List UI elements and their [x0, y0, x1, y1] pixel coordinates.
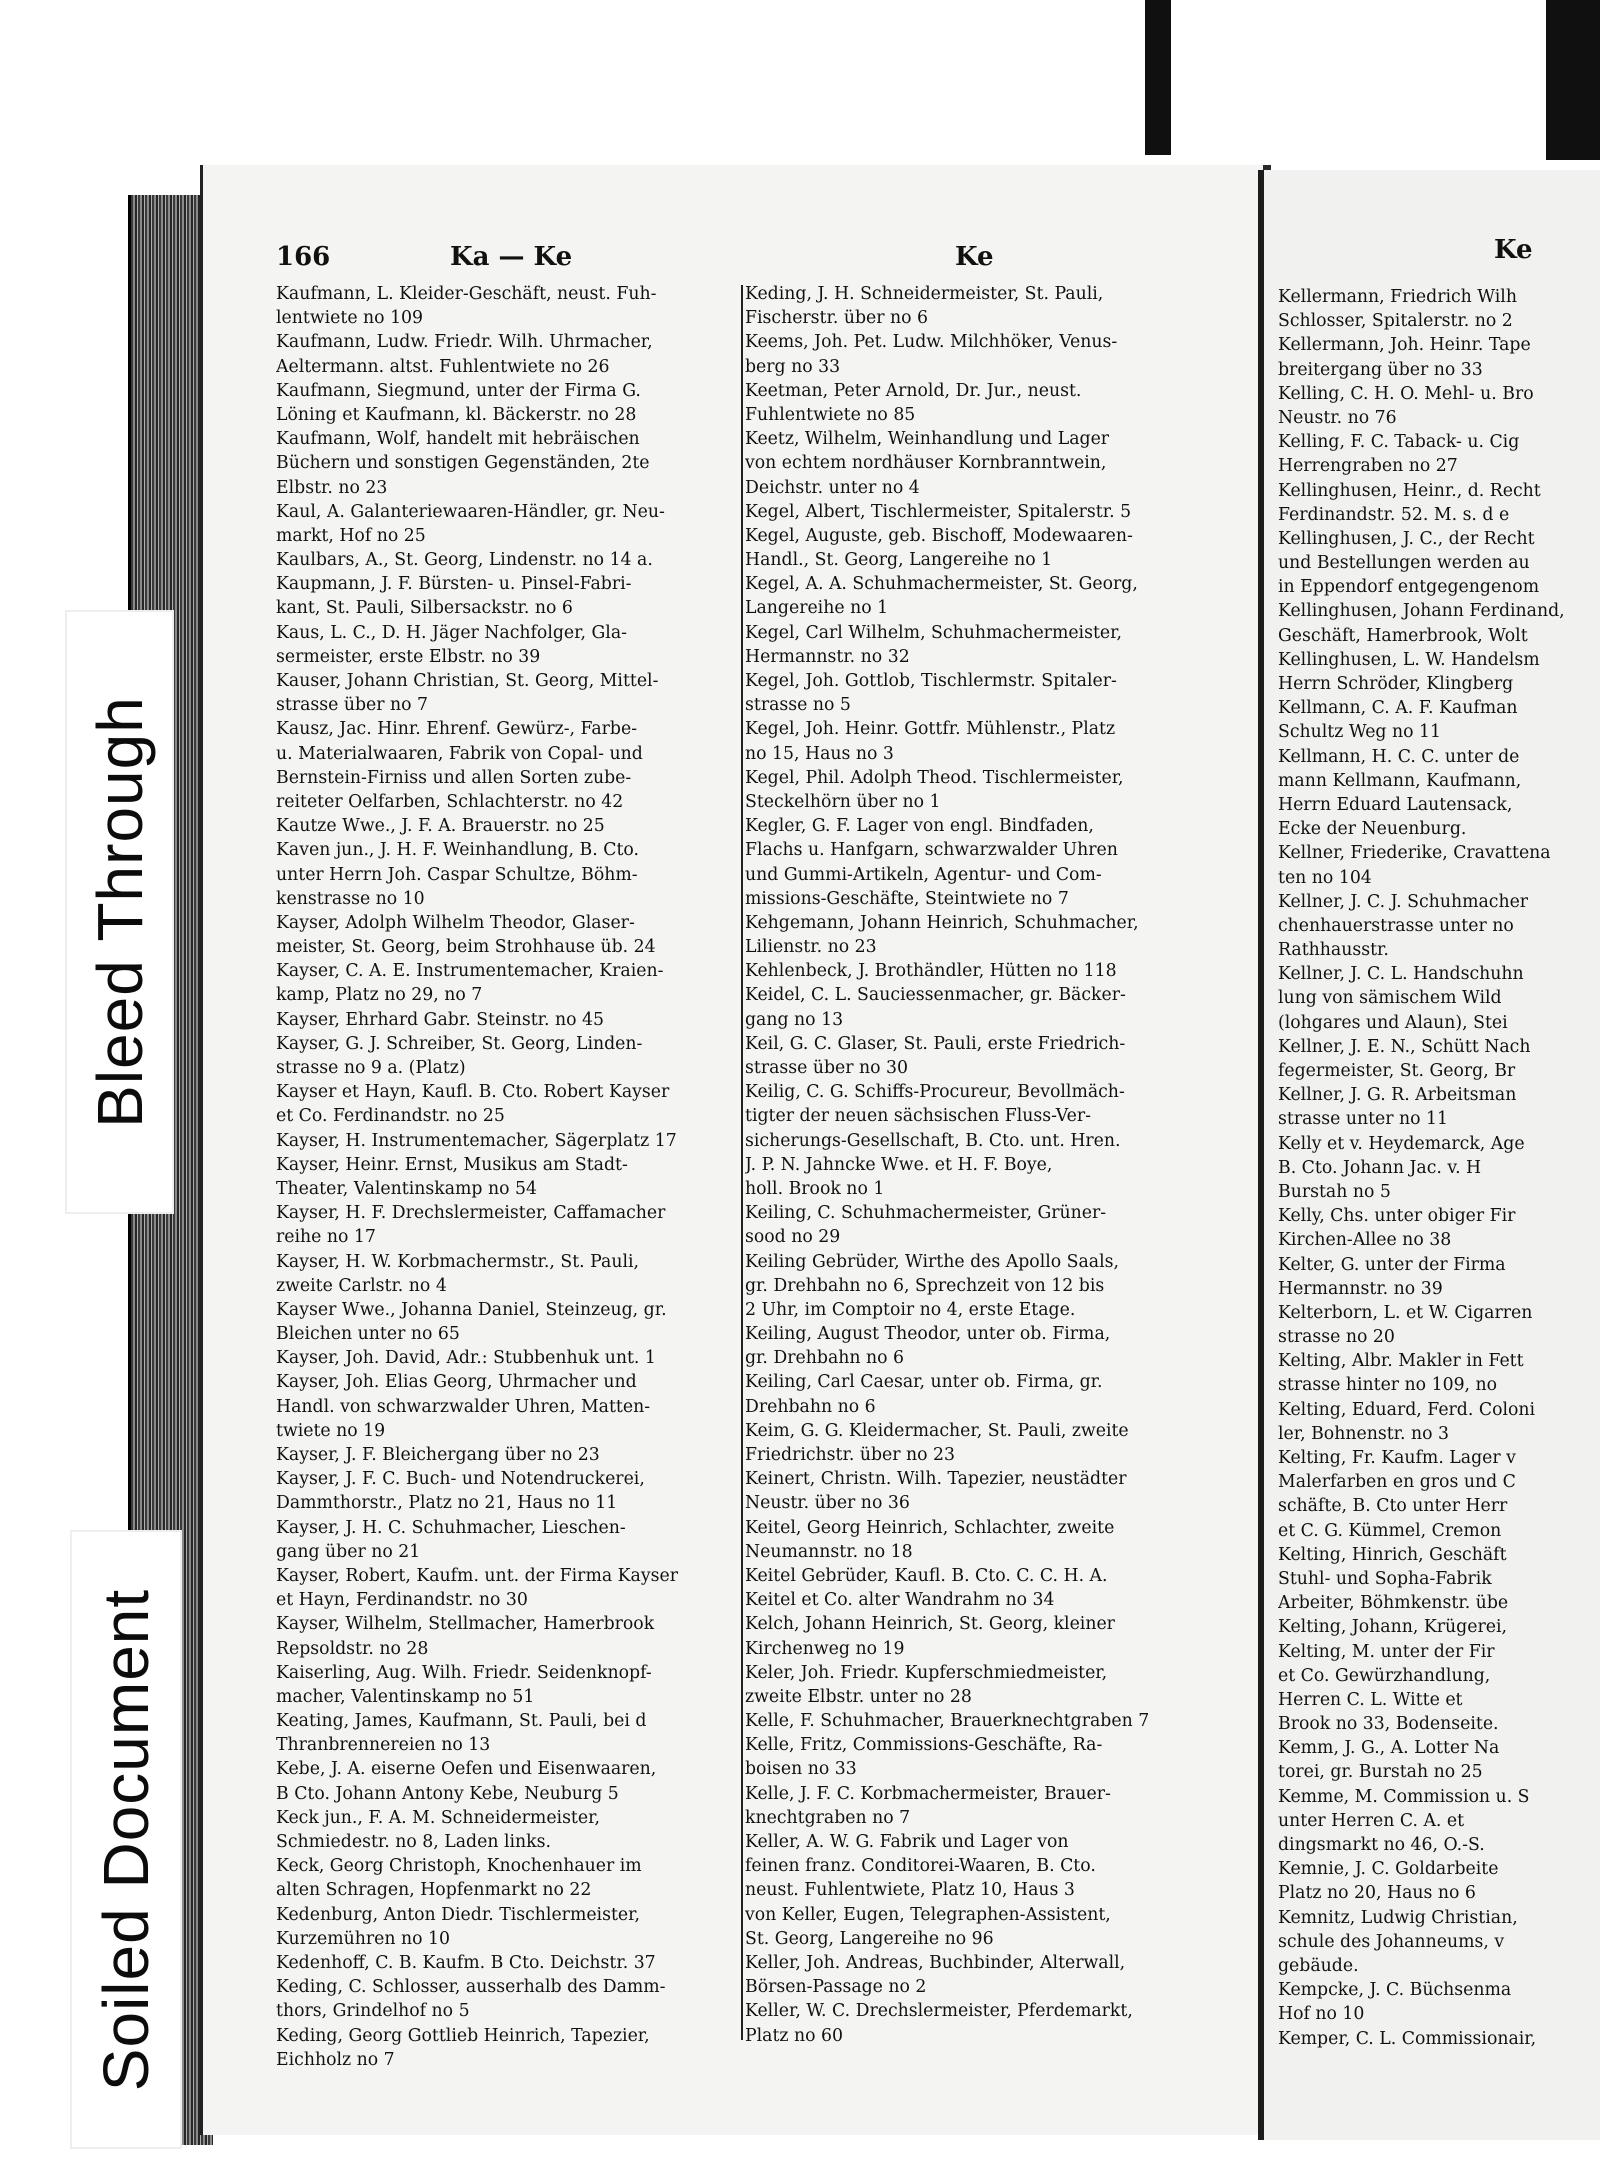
right-page-column	[1278, 285, 1600, 2051]
entry-line: Kaufmann, L. Kleider-Geschäft, neust. Fuh-	[276, 284, 657, 304]
entry-line: Kegler, G. F. Lager von engl. Bindfaden,	[745, 816, 1094, 837]
entry-line: et Hayn, Ferdinandstr. no 30	[276, 1590, 528, 1611]
entry-line: Burstah no 5	[1278, 1181, 1391, 1202]
entry-line: Kedenburg, Anton Diedr. Tischlermeister,	[276, 1904, 640, 1925]
entry-line: Neustr. no 76	[1278, 407, 1397, 428]
entry-line: Bleichen unter no 65	[276, 1324, 460, 1345]
entry-line: Kayser, Wilhelm, Stellmacher, Hamerbrook	[276, 1614, 655, 1635]
entry-line: thors, Grindelhof no 5	[276, 2001, 470, 2022]
entry-line: Kellermann, Friedrich Wilh	[1278, 287, 1517, 307]
label-soiled-text: Soiled Document	[90, 1588, 162, 2091]
entry-line: B. Cto. Johann Jac. v. H	[1278, 1157, 1482, 1178]
entry-line: Keller, A. W. G. Fabrik und Lager von	[745, 1832, 1069, 1852]
label-bleed-text: Bleed Through	[83, 696, 156, 1128]
entry-line: lung von sämischem Wild	[1278, 988, 1502, 1009]
entry-line: Kellner, J. E. N., Schütt Nach	[1278, 1036, 1531, 1057]
entry-line: Kayser, Ehrhard Gabr. Steinstr. no 45	[276, 1009, 605, 1030]
entry-line: boisen no 33	[745, 1759, 857, 1780]
entry-line: et Co. Gewürzhandlung,	[1278, 1665, 1491, 1686]
entry-line: Keetz, Wilhelm, Weinhandlung und Lager	[745, 429, 1110, 450]
entry-line: Büchern und sonstigen Gegenständen, 2te	[276, 453, 650, 474]
entry-line: tigter der neuen sächsischen Fluss-Ver-	[745, 1106, 1091, 1127]
entry-line: gang no 13	[745, 1009, 844, 1030]
entry-line: Steckelhörn über no 1	[745, 791, 941, 812]
entry-line: Keil, G. C. Glaser, St. Pauli, erste Friedrich-	[745, 1033, 1126, 1054]
entry-line: Platz no 20, Haus no 6	[1278, 1883, 1476, 1904]
entry-line: Kaufmann, Ludw. Friedr. Wilh. Uhrmacher,	[276, 332, 653, 353]
entry-line: Ferdinandstr. 52. M. s. d e	[1278, 504, 1510, 525]
entry-line: berg no 33	[745, 356, 841, 377]
entry-line: strasse hinter no 109, no	[1278, 1375, 1498, 1396]
entry-line: Kellinghusen, Johann Ferdinand,	[1278, 601, 1565, 622]
entry-line: Kelting, Johann, Krügerei,	[1278, 1617, 1507, 1638]
right-page	[1258, 170, 1600, 2140]
entry-line: strasse über no 7	[276, 695, 429, 716]
entry-line: Kelling, C. H. O. Mehl- u. Bro	[1278, 383, 1534, 404]
entry-line: kant, St. Pauli, Silbersackstr. no 6	[276, 598, 573, 619]
entry-line: Keitel, Georg Heinrich, Schlachter, zweite	[745, 1517, 1115, 1538]
entry-line: Kaulbars, A., St. Georg, Lindenstr. no 14 a.	[276, 550, 653, 571]
entry-line: Kellinghusen, J. C., der Recht	[1278, 528, 1535, 549]
entry-line: Kayser, Joh. David, Adr.: Stubbenhuk unt. 1	[276, 1348, 656, 1369]
entry-line: Schultz Weg no 11	[1278, 722, 1441, 743]
entry-line: Kaven jun., J. H. F. Weinhandlung, B. Cto.	[276, 840, 639, 861]
entry-line: Kelling, F. C. Taback- u. Cig	[1278, 432, 1520, 453]
entry-line: Kelting, Albr. Makler in Fett	[1278, 1351, 1524, 1372]
entry-line: mann Kellmann, Kaufmann,	[1278, 770, 1522, 791]
entry-line: Keller, Joh. Andreas, Buchbinder, Alterwall,	[745, 1952, 1126, 1973]
entry-line: Keller, W. C. Drechslermeister, Pferdemarkt,	[745, 2001, 1133, 2022]
entry-line: Börsen-Passage no 2	[745, 1977, 927, 1998]
entry-line: Kayser, J. H. C. Schuhmacher, Lieschen-	[276, 1517, 626, 1538]
entry-line: Aeltermann. altst. Fuhlentwiete no 26	[276, 356, 610, 377]
entry-line: Kellner, J. C. J. Schuhmacher	[1278, 891, 1529, 912]
label-bleed-through	[65, 610, 174, 1214]
entry-line: Kaufmann, Wolf, handelt mit hebräischen	[276, 429, 640, 450]
entry-line: Kayser et Hayn, Kaufl. B. Cto. Robert Kayser	[276, 1082, 670, 1103]
entry-line: Kegel, Albert, Tischlermeister, Spitalerstr. 5	[745, 501, 1132, 522]
entry-line: Kayser, H. W. Korbmachermstr., St. Pauli,	[276, 1251, 640, 1272]
entry-line: Kegel, Joh. Heinr. Gottfr. Mühlenstr., Platz	[745, 719, 1116, 740]
entry-line: Kelle, Fritz, Commissions-Geschäfte, Ra-	[745, 1735, 1103, 1756]
page-number: 166	[276, 242, 331, 272]
entry-line: (lohgares und Alaun), Stei	[1278, 1012, 1508, 1033]
entry-line: Keding, J. H. Schneidermeister, St. Pauli,	[745, 284, 1104, 304]
entry-line: reiteter Oelfarben, Schlachterstr. no 42	[276, 791, 624, 812]
entry-line: Schlosser, Spitalerstr. no 2	[1278, 311, 1513, 332]
entry-line: Kayser, J. F. C. Buch- und Notendruckerei,	[276, 1469, 645, 1490]
entry-line: Kellner, Friederike, Cravattena	[1278, 843, 1551, 864]
entry-line: Kemnie, J. C. Goldarbeite	[1278, 1859, 1499, 1880]
entry-line: Kempcke, J. C. Büchsenma	[1278, 1980, 1512, 2001]
entry-line: sermeister, erste Elbstr. no 39	[276, 646, 541, 667]
entry-line: Kirchen-Allee no 38	[1278, 1230, 1452, 1251]
entry-line: Kellner, J. G. R. Arbeitsman	[1278, 1085, 1517, 1106]
entry-line: Hermannstr. no 39	[1278, 1278, 1443, 1299]
entry-line: Kedenhoff, C. B. Kaufm. B Cto. Deichstr. 37	[276, 1952, 656, 1973]
entry-line: Kelly et v. Heydemarck, Age	[1278, 1133, 1525, 1154]
entry-line: 2 Uhr, im Comptoir no 4, erste Etage.	[745, 1299, 1076, 1320]
entry-line: Kayser, Heinr. Ernst, Musikus am Stadt-	[276, 1154, 628, 1175]
entry-line: Kirchenweg no 19	[745, 1638, 905, 1659]
entry-line: chenhauerstrasse unter no	[1278, 915, 1514, 936]
entry-line: unter Herren C. A. et	[1278, 1810, 1465, 1831]
entry-line: Kelle, F. Schuhmacher, Brauerknechtgraben 7	[745, 1711, 1150, 1732]
entry-line: gang über no 21	[276, 1541, 421, 1562]
entry-line: gr. Drehbahn no 6, Sprechzeit von 12 bis	[745, 1275, 1105, 1296]
entry-line: meister, St. Georg, beim Strohhause üb. 24	[276, 937, 656, 958]
entry-line: Kelting, M. unter der Fir	[1278, 1641, 1495, 1662]
entry-line: Dammthorstr., Platz no 21, Haus no 11	[276, 1493, 618, 1514]
entry-line: Keler, Joh. Friedr. Kupferschmiedmeister,	[745, 1662, 1108, 1683]
entry-line: torei, gr. Burstah no 25	[1278, 1762, 1483, 1783]
entry-line: Hof no 10	[1278, 2004, 1365, 2025]
entry-line: Kayser, C. A. E. Instrumentemacher, Kraien-	[276, 961, 664, 982]
entry-line: Rathhausstr.	[1278, 940, 1389, 961]
label-soiled-document	[70, 1530, 182, 2149]
entry-line: fegermeister, St. Georg, Br	[1278, 1061, 1516, 1081]
entry-line: knechtgraben no 7	[745, 1807, 911, 1828]
entry-line: Theater, Valentinskamp no 54	[276, 1178, 537, 1199]
entry-line: und Gummi-Artikeln, Agentur- und Com-	[745, 864, 1102, 885]
entry-line: lentwiete no 109	[276, 308, 424, 329]
entry-line: macher, Valentinskamp no 51	[276, 1686, 535, 1707]
entry-line: Kauser, Johann Christian, St. Georg, Mittel-	[276, 671, 659, 691]
entry-line: Kelting, Hinrich, Geschäft	[1278, 1544, 1507, 1565]
entry-line: ler, Bohnenstr. no 3	[1278, 1423, 1450, 1444]
entry-line: Hermannstr. no 32	[745, 646, 910, 667]
entry-line: Kaul, A. Galanteriewaaren-Händler, gr. Neu-	[276, 501, 665, 522]
entry-line: Herrengraben no 27	[1278, 456, 1458, 477]
entry-line: holl. Brook no 1	[745, 1178, 885, 1199]
entry-line: Geschäft, Hamerbrook, Wolt	[1278, 625, 1528, 646]
entry-line: Keems, Joh. Pet. Ludw. Milchhöker, Venus-	[745, 332, 1118, 353]
entry-line: kamp, Platz no 29, no 7	[276, 985, 483, 1006]
entry-line: Keitel et Co. alter Wandrahm no 34	[745, 1590, 1055, 1611]
right-column	[745, 282, 1210, 2048]
entry-line: Fuhlentwiete no 85	[745, 404, 916, 425]
entry-line: Kelle, J. F. C. Korbmachermeister, Brauer-	[745, 1783, 1111, 1804]
entry-line: Keim, G. G. Kleidermacher, St. Pauli, zweite	[745, 1420, 1129, 1441]
entry-line: reihe no 17	[276, 1227, 376, 1248]
entry-line: Kayser, J. F. Bleichergang über no 23	[276, 1445, 600, 1465]
scan-edge-dark	[1145, 0, 1171, 155]
entry-line: Löning et Kaufmann, kl. Bäckerstr. no 28	[276, 404, 637, 425]
entry-line: Ecke der Neuenburg.	[1278, 819, 1467, 840]
entry-line: Kelting, Fr. Kaufm. Lager v	[1278, 1448, 1516, 1468]
entry-line: Handl. von schwarzwalder Uhren, Matten-	[276, 1396, 651, 1417]
entry-line: missions-Geschäfte, Steintwiete no 7	[745, 888, 1069, 909]
entry-line: St. Georg, Langereihe no 96	[745, 1928, 994, 1949]
entry-line: ten no 104	[1278, 867, 1372, 888]
entry-line: zweite Elbstr. unter no 28	[745, 1686, 972, 1707]
entry-line: Keiling, C. Schuhmachermeister, Grüner-	[745, 1203, 1107, 1224]
entry-line: Kelch, Johann Heinrich, St. Georg, kleiner	[745, 1614, 1115, 1635]
entry-line: Kayser Wwe., Johanna Daniel, Steinzeug, gr.	[276, 1299, 667, 1320]
entry-line: Kaufmann, Siegmund, unter der Firma G.	[276, 380, 641, 401]
entry-line: Kaus, L. C., D. H. Jäger Nachfolger, Gla-	[276, 622, 627, 643]
entry-line: Keiling, Carl Caesar, unter ob. Firma, gr.	[745, 1372, 1103, 1393]
entry-line: Handl., St. Georg, Langereihe no 1	[745, 550, 1053, 571]
entry-line: Kehlenbeck, J. Brothändler, Hütten no 118	[745, 961, 1117, 982]
entry-line: Kehgemann, Johann Heinrich, Schuhmacher,	[745, 912, 1139, 933]
entry-line: strasse no 20	[1278, 1327, 1395, 1348]
entry-line: Keding, Georg Gottlieb Heinrich, Tapezier,	[276, 2025, 650, 2046]
entry-line: Kemme, M. Commission u. S	[1278, 1786, 1530, 1807]
entry-line: Kurzemühren no 10	[276, 1928, 451, 1949]
entry-line: Flachs u. Hanfgarn, schwarzwalder Uhren	[745, 840, 1118, 861]
entry-line: Stuhl- und Sopha-Fabrik	[1278, 1568, 1492, 1589]
entry-line: Kemnitz, Ludwig Christian,	[1278, 1907, 1518, 1928]
entry-line: Keiling Gebrüder, Wirthe des Apollo Saals,	[745, 1251, 1119, 1272]
entry-line: Langereihe no 1	[745, 598, 889, 619]
entry-line: Neumannstr. no 18	[745, 1541, 913, 1562]
entry-line: Herrn Eduard Lautensack,	[1278, 794, 1513, 815]
entry-line: und Bestellungen werden au	[1278, 553, 1530, 574]
entry-line: Kelter, G. unter der Firma	[1278, 1254, 1506, 1275]
entry-line: Kautze Wwe., J. F. A. Brauerstr. no 25	[276, 816, 605, 837]
entry-line: zweite Carlstr. no 4	[276, 1275, 447, 1296]
entry-line: strasse unter no 11	[1278, 1109, 1449, 1130]
entry-line: Herren C. L. Witte et	[1278, 1689, 1463, 1710]
entry-line: Platz no 60	[745, 2025, 844, 2046]
entry-line: feinen franz. Conditorei-Waaren, B. Cto.	[745, 1856, 1096, 1877]
entry-line: unter Herrn Joh. Caspar Schultze, Böhm-	[276, 864, 638, 885]
entry-line: schule des Johanneums, v	[1278, 1931, 1505, 1952]
center-head: Ke	[955, 242, 994, 272]
entry-line: Kegel, Auguste, geb. Bischoff, Modewaaren-	[745, 525, 1133, 546]
entry-line: et Co. Ferdinandstr. no 25	[276, 1106, 505, 1127]
column-divider	[741, 285, 743, 2040]
entry-line: J. P. N. Jahncke Wwe. et H. F. Boye,	[745, 1154, 1053, 1175]
entry-line: Kaupmann, J. F. Bürsten- u. Pinsel-Fabri-	[276, 574, 632, 595]
entry-line: Keinert, Christn. Wilh. Tapezier, neustädter	[745, 1469, 1127, 1490]
entry-line: Keiling, August Theodor, unter ob. Firma,	[745, 1324, 1111, 1345]
entry-line: u. Materialwaaren, Fabrik von Copal- und	[276, 743, 643, 764]
entry-line: Kemper, C. L. Commissionair,	[1278, 2028, 1537, 2049]
entry-line: sicherungs-Gesellschaft, B. Cto. unt. Hren.	[745, 1130, 1121, 1151]
entry-line: Kellermann, Joh. Heinr. Tape	[1278, 335, 1531, 356]
running-head: Ka — Ke	[450, 242, 573, 272]
entry-line: Kellmann, H. C. C. unter de	[1278, 746, 1520, 767]
entry-line: schäfte, B. Cto unter Herr	[1278, 1496, 1508, 1517]
entry-line: sood no 29	[745, 1227, 841, 1248]
entry-line: von Keller, Eugen, Telegraphen-Assistent,	[745, 1904, 1111, 1925]
entry-line: Elbstr. no 23	[276, 477, 388, 498]
entry-line: Kausz, Jac. Hinr. Ehrenf. Gewürz-, Farbe-	[276, 719, 638, 740]
entry-line: Repsoldstr. no 28	[276, 1638, 429, 1659]
entry-line: Schmiedestr. no 8, Laden links.	[276, 1832, 551, 1852]
entry-line: Kellner, J. C. L. Handschuhn	[1278, 964, 1524, 985]
entry-line: Brook no 33, Bodenseite.	[1278, 1714, 1499, 1735]
entry-line: Thranbrennereien no 13	[276, 1735, 491, 1756]
entry-line: Bernstein-Firniss und allen Sorten zube-	[276, 767, 632, 788]
entry-line: gebäude.	[1278, 1955, 1359, 1976]
entry-line: Drehbahn no 6	[745, 1396, 876, 1417]
entry-line: Kebe, J. A. eiserne Oefen und Eisenwaaren,	[276, 1759, 657, 1780]
entry-line: kenstrasse no 10	[276, 888, 425, 909]
entry-line: Kellinghusen, L. W. Handelsm	[1278, 649, 1540, 670]
entry-line: Kegel, Phil. Adolph Theod. Tischlermeister,	[745, 767, 1124, 788]
entry-line: strasse no 5	[745, 695, 851, 716]
entry-line: B Cto. Johann Antony Kebe, Neuburg 5	[276, 1783, 619, 1804]
entry-line: Kellinghusen, Heinr., d. Recht	[1278, 480, 1541, 501]
entry-line: Kelting, Eduard, Ferd. Coloni	[1278, 1399, 1536, 1420]
entry-line: Eichholz no 7	[276, 2049, 395, 2070]
entry-line: Malerfarben en gros und C	[1278, 1472, 1516, 1493]
entry-line: markt, Hof no 25	[276, 525, 426, 546]
entry-line: Keck jun., F. A. M. Schneidermeister,	[276, 1807, 600, 1828]
entry-line: Kayser, G. J. Schreiber, St. Georg, Linden-	[276, 1033, 643, 1054]
entry-line: strasse no 9 a. (Platz)	[276, 1058, 466, 1078]
entry-line: Neustr. über no 36	[745, 1493, 910, 1514]
entry-line: Kaiserling, Aug. Wilh. Friedr. Seidenknopf-	[276, 1662, 652, 1683]
entry-line: Fischerstr. über no 6	[745, 308, 929, 329]
entry-line: Keating, James, Kaufmann, St. Pauli, bei d	[276, 1711, 647, 1732]
entry-line: Kellmann, C. A. F. Kaufman	[1278, 698, 1518, 719]
entry-line: Deichstr. unter no 4	[745, 477, 920, 498]
entry-line: alten Schragen, Hopfenmarkt no 22	[276, 1880, 592, 1901]
entry-line: Friedrichstr. über no 23	[745, 1445, 956, 1465]
entry-line: Kegel, A. A. Schuhmachermeister, St. Georg,	[745, 574, 1138, 595]
entry-line: Kelly, Chs. unter obiger Fir	[1278, 1206, 1516, 1227]
right-page-center-head: Ke	[1494, 235, 1533, 265]
entry-line: von echtem nordhäuser Kornbranntwein,	[745, 453, 1107, 474]
entry-line: Kegel, Carl Wilhelm, Schuhmachermeister,	[745, 622, 1122, 643]
entry-line: dingsmarkt no 46, O.-S.	[1278, 1835, 1485, 1855]
entry-line: Kayser, H. F. Drechslermeister, Caffamacher	[276, 1203, 666, 1224]
entry-line: Keidel, C. L. Sauciessenmacher, gr. Bäcker-	[745, 985, 1126, 1006]
entry-line: Kayser, H. Instrumentemacher, Sägerplatz 17	[276, 1130, 677, 1151]
entry-line: Keetman, Peter Arnold, Dr. Jur., neust.	[745, 380, 1082, 401]
entry-line: et C. G. Kümmel, Cremon	[1278, 1520, 1502, 1541]
entry-line: in Eppendorf entgegengenom	[1278, 577, 1540, 598]
entry-line: Lilienstr. no 23	[745, 937, 877, 958]
entry-line: gr. Drehbahn no 6	[745, 1348, 905, 1369]
entry-line: Keding, C. Schlosser, ausserhalb des Damm-	[276, 1977, 666, 1998]
entry-line: Keitel Gebrüder, Kaufl. B. Cto. C. C. H. A.	[745, 1565, 1108, 1586]
scan-edge-dark-right	[1546, 0, 1600, 160]
entry-line: Keck, Georg Christoph, Knochenhauer im	[276, 1856, 642, 1877]
left-column	[276, 282, 736, 2072]
entry-line: neust. Fuhlentwiete, Platz 10, Haus 3	[745, 1880, 1075, 1901]
entry-line: breitergang über no 33	[1278, 359, 1483, 380]
entry-line: no 15, Haus no 3	[745, 743, 894, 764]
entry-line: twiete no 19	[276, 1420, 386, 1441]
entry-line: Kayser, Joh. Elias Georg, Uhrmacher und	[276, 1372, 637, 1393]
entry-line: Arbeiter, Böhmkenstr. übe	[1278, 1593, 1509, 1614]
entry-line: Kayser, Adolph Wilhelm Theodor, Glaser-	[276, 912, 635, 933]
entry-line: Herrn Schröder, Klingberg	[1278, 674, 1514, 694]
entry-line: Kayser, Robert, Kaufm. unt. der Firma Kayser	[276, 1565, 678, 1586]
entry-line: Kemm, J. G., A. Lotter Na	[1278, 1738, 1500, 1759]
entry-line: Kegel, Joh. Gottlob, Tischlermstr. Spitaler-	[745, 671, 1117, 691]
entry-line: Keilig, C. G. Schiffs-Procureur, Bevollmäch-	[745, 1082, 1125, 1103]
entry-line: strasse über no 30	[745, 1058, 909, 1078]
entry-line: Kelterborn, L. et W. Cigarren	[1278, 1302, 1533, 1323]
